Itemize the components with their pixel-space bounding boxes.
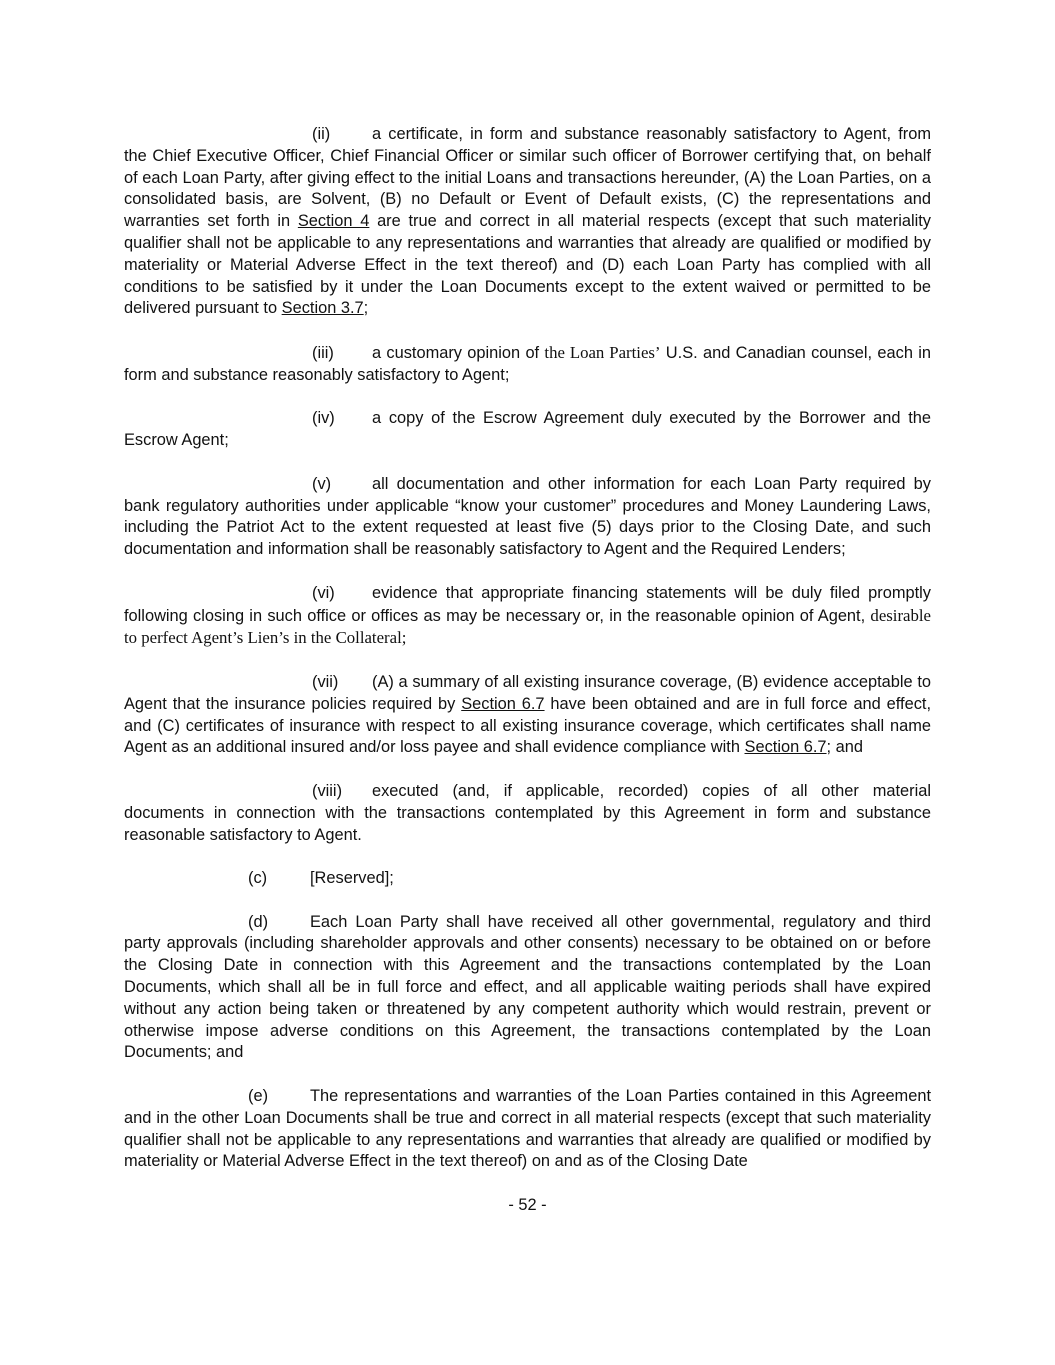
paragraph-text-serif: desirable to perfect Agent’s Lien’s in the Collateral; <box>124 605 931 648</box>
paragraph-text: a copy of the Escrow Agreement duly executed by the Borrower and the Escrow Agent; <box>124 409 931 450</box>
section-reference: Section 6.7 <box>744 738 827 757</box>
item-number: (vi) <box>312 583 335 602</box>
paragraph-d <box>124 912 931 1065</box>
paragraph-text: all documentation and other information for each Loan Party required by bank regulatory authorities under applicable “know your customer” procedures and Money Laundering Laws, including the Patriot Act to the extent requested at least five (5) days prior to the Closing Date, and such documentation and information shall be reasonably satisfactory to Agent and the Required Lenders; <box>124 474 931 559</box>
page-number: - 52 - <box>508 1196 547 1214</box>
paragraph-vi <box>124 583 931 650</box>
paragraph-text: have been obtained and are in full force and effect, and (C) certificates of insurance with respect to all existing insurance coverage, which certificates shall name Agent as an additional insured and/or loss payee and shall evidence compliance with <box>124 694 932 757</box>
section-reference: Section 3.7 <box>281 299 364 318</box>
paragraph-iv <box>124 408 931 452</box>
paragraph-c <box>124 868 931 890</box>
paragraph-text: evidence that appropriate financing statements will be duly filed promptly following closing in such office or offices as may be necessary or, in the reasonable opinion of Agent, <box>124 583 931 625</box>
paragraph-text: a certificate, in form and substance reasonably satisfactory to Agent, from the Chief Executive Officer, Chief Financial Officer or similar such officer of Borrower certifying that, on behalf of each Loan Party, after giving effect to the initial Loans and transactions hereunder, (A) the Loan Parties, on a consolidated basis, are Solvent, (B) no Default or Event of Default exists, (C) the representations and warranties set forth in <box>124 125 931 231</box>
paragraph-text: ; <box>363 299 369 318</box>
paragraph-text: a customary opinion of <box>372 343 545 362</box>
item-number: (iv) <box>312 409 335 428</box>
paragraph-viii <box>124 781 931 846</box>
paragraph-vii <box>124 672 931 759</box>
section-reference: Section 4 <box>297 212 370 231</box>
paragraph-text: U.S. and Canadian counsel, each in form and substance reasonably satisfactory to Agent; <box>124 343 931 384</box>
paragraph-text: Each Loan Party shall have received all other governmental, regulatory and third party approvals (including shareholder approvals and other consents) necessary to be obtained on or before the Closing Date in connection with this Agreement and the transactions contemplated by the Loan Documents, which shall all be in full force and effect, and all applicable waiting periods shall have expired without any action being taken or threatened by any competent authority which would restrain, prevent or otherwise impose adverse conditions on this Agreement, the transactions contemplated by the Loan Documents; and <box>124 912 931 1062</box>
section-reference: Section 6.7 <box>461 694 545 713</box>
paragraph-v <box>124 474 931 561</box>
item-number: (viii) <box>312 781 343 800</box>
item-number: (d) <box>248 912 269 931</box>
paragraph-text: The representations and warranties of the Loan Parties contained in this Agreement and in the other Loan Documents shall be true and correct in all material respects (except that such materiality qualifier shall not be applicable to any representations and warranties that already are qualified or modified by materiality or Material Adverse Effect in the text thereof) on and as of the Closing Date <box>124 1087 931 1171</box>
paragraph-text-serif: the Loan Parties’ <box>544 342 661 362</box>
document-page <box>124 124 931 1195</box>
paragraph-text: executed (and, if applicable, recorded) copies of all other material documents in connection with the transactions contemplated by this Agreement in form and substance reasonable satisfactory to Agent. <box>124 781 931 844</box>
item-number: (iii) <box>312 343 334 362</box>
item-number: (vii) <box>312 672 339 691</box>
paragraph-text: [Reserved]; <box>310 869 394 888</box>
item-number: (e) <box>248 1087 269 1106</box>
paragraph-text: ; and <box>826 738 863 757</box>
paragraph-ii <box>124 124 931 320</box>
item-number: (v) <box>312 474 332 493</box>
item-number: (ii) <box>312 125 331 143</box>
item-number: (c) <box>248 869 268 888</box>
paragraph-iii <box>124 342 931 387</box>
paragraph-text: are true and correct in all material respects (except that such materiality qualifier shall not be applicable to any representations and warranties that already are qualified or modified by materiality or Material Adverse Effect in the text thereof) and (D) each Loan Party has complied with all conditions to be satisfied by it under the Loan Documents except to the extent waived or permitted to be delivered pursuant to <box>124 212 932 318</box>
paragraph-text: (A) a summary of all existing insurance coverage, (B) evidence acceptable to Agent that the insurance policies required by <box>124 672 931 713</box>
paragraph-e <box>124 1086 931 1173</box>
